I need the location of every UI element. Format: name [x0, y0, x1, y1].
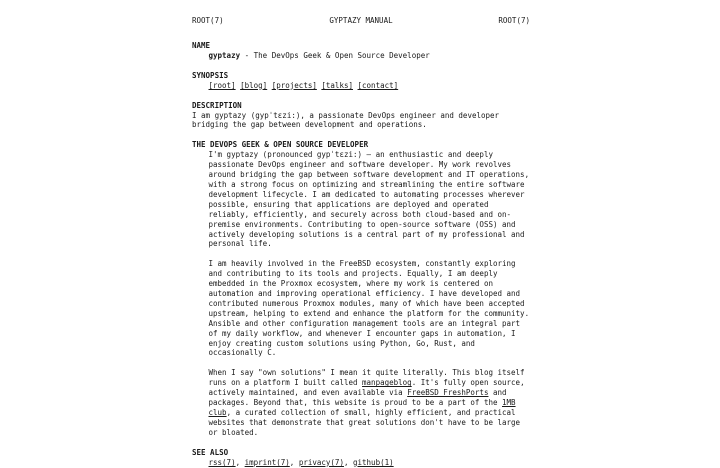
devops-paragraph-3 [209, 368, 531, 437]
devops-paragraph-1: I'm gyptazy (pronounced gypˈtɛzi:) — an enthusiastic and deeply passionate DevOps engineer and software developer. My work revolves around bridging the gap between software development and IT operations, with a strong focus on optimizing and streamlining the entire software development lifecycle. I am dedicated to automating processes wherever possible, ensuring that applications are deployed and operated reliably, efficiently, and securely across both cloud-based and on-premise environments. Contributing to open-source software (OSS) and actively developing solutions is a central part of my professional and personal life. [208, 150, 530, 249]
see-also-privacy-link[interactable]: privacy(7) [298, 457, 344, 467]
see-also-separator: , [235, 457, 245, 467]
section-see-also [192, 448, 530, 468]
see-also-links [209, 458, 531, 468]
man-header [192, 16, 530, 26]
name-tagline: - The DevOps Geek & Open Source Developer [240, 50, 430, 60]
p3-text-b: . It's fully open source, actively maintained, and even available via [208, 378, 525, 398]
p3-text-d: , a curated collection of small, highly efficient, and practical websites that demonstrate that great solutions don't have to be large or bloated. [208, 408, 521, 437]
see-also-imprint-link[interactable]: imprint(7) [244, 457, 290, 467]
section-title-name: NAME [192, 41, 211, 50]
manpageblog-link[interactable]: manpageblog [362, 378, 412, 388]
section-title-description: DESCRIPTION [192, 100, 242, 110]
description-text: I am gyptazy (gypˈtɛzi:), a passionate DevOps engineer and developer bridging the gap between development and operations. [192, 110, 500, 130]
see-also-rss-link[interactable]: rss(7) [208, 457, 236, 467]
see-also-separator: , [343, 457, 353, 467]
section-devops [192, 140, 530, 437]
section-title-see-also: SEE ALSO [192, 447, 229, 457]
devops-paragraph-2: I am heavily involved in the FreeBSD ecosystem, constantly exploring and contributing to its tools and projects. Equally, I am deeply embedded in the Proxmox ecosystem, where my work is centered on automation and improving operational efficiency. I have developed and contributed numerous Proxmox modules, many of which have been accepted upstream, helping to extend and enhance the platform for the community. Ansible and other configuration management tools are an integral part of my daily workflow, and whenever I encounter gaps in automation, I enjoy creating custom solutions using Python, Go, Rust, and occasionally C. [208, 259, 530, 358]
section-synopsis [192, 71, 530, 91]
nav-link-root[interactable]: [root] [208, 80, 236, 90]
devops-body [209, 150, 531, 437]
section-name [192, 41, 530, 61]
section-description [192, 101, 530, 131]
p3-text-a: When I say "own solutions" I mean it quite literally. This blog itself runs on a platform I built called [208, 368, 525, 388]
nav-link-blog[interactable]: [blog] [240, 80, 268, 90]
name-line [209, 51, 531, 61]
header-center: GYPTAZY MANUAL [329, 16, 393, 25]
name-handle: gyptazy [208, 50, 241, 60]
synopsis-nav [209, 81, 531, 91]
section-title-devops: THE DEVOPS GEEK & OPEN SOURCE DEVELOPER [192, 140, 369, 150]
see-also-separator: , [289, 457, 299, 467]
see-also-github-link[interactable]: github(1) [353, 457, 394, 467]
nav-link-talks[interactable]: [talks] [321, 80, 353, 90]
freshports-link[interactable]: FreeBSD FreshPorts [407, 388, 489, 398]
nav-link-projects[interactable]: [projects] [271, 80, 317, 90]
section-title-synopsis: SYNOPSIS [192, 70, 229, 80]
1mb-club-link[interactable]: 1MB club [208, 398, 516, 417]
nav-link-contact[interactable]: [contact] [357, 80, 399, 90]
p3-text-c: and packages. Beyond that, this website is proud to be a part of the [208, 388, 507, 408]
man-page [192, 16, 530, 468]
header-right: ROOT(7) [498, 16, 530, 25]
header-left: ROOT(7) [192, 16, 224, 25]
